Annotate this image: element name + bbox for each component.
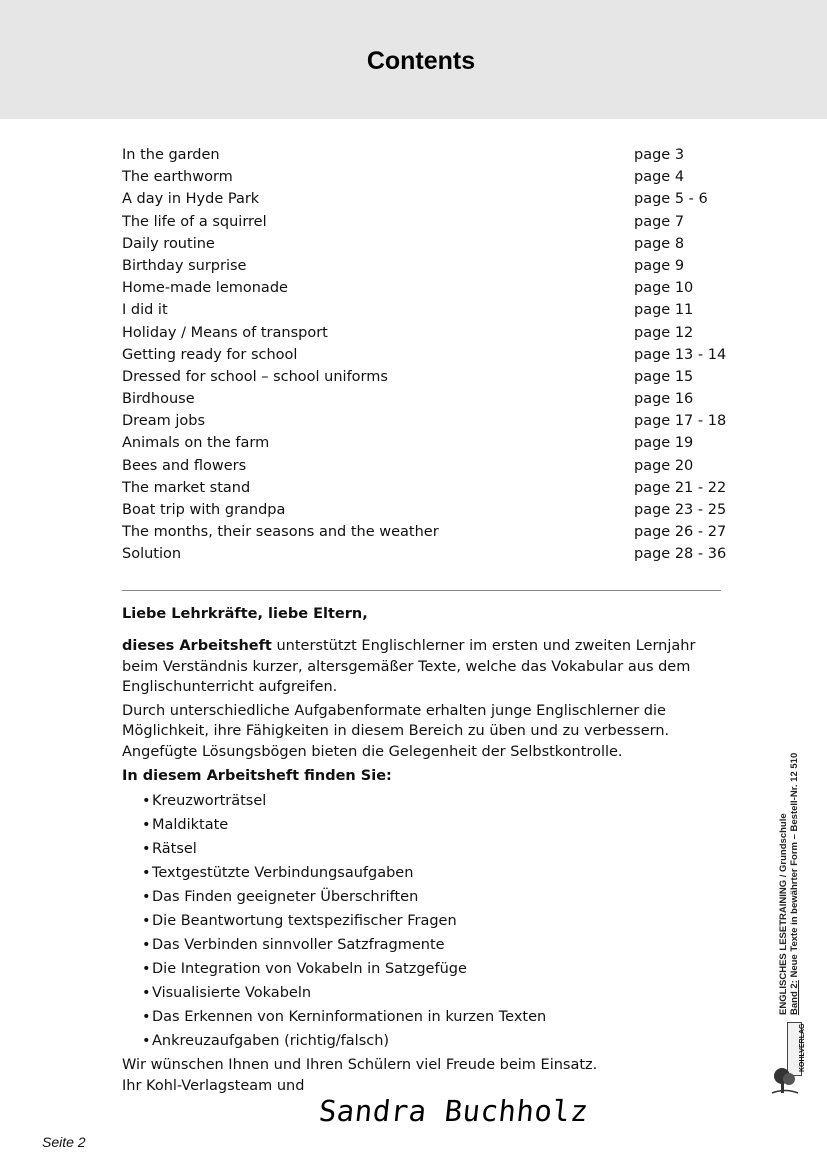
toc-entry-page: page 13 - 14 <box>634 346 727 363</box>
toc-entry-page: page 26 - 27 <box>634 524 727 541</box>
toc-entry-page: page 11 <box>634 302 694 319</box>
toc-entry-title: Getting ready for school <box>122 346 298 363</box>
side-volume-rest: Neue Texte in bewährter Form – Bestell-Nr. 12 510 <box>789 752 800 981</box>
toc-entry-page: page 5 - 6 <box>634 191 708 208</box>
features-list <box>122 789 722 1053</box>
list-item <box>142 861 722 885</box>
toc-entry <box>122 322 722 344</box>
toc-entry-page: page 21 - 22 <box>634 479 727 496</box>
toc-entry-title: In the garden <box>122 147 220 163</box>
toc-entry-page: page 16 <box>634 391 694 408</box>
bullet-icon: • <box>142 961 151 978</box>
toc-entry-title: The life of a squirrel <box>122 213 267 230</box>
list-item <box>142 789 722 813</box>
bullet-icon: • <box>142 937 151 954</box>
toc-entry-page: page 8 <box>634 235 685 252</box>
toc-entry-page: page 17 - 18 <box>634 413 727 430</box>
letter-paragraph: Durch unterschiedliche Aufgabenformate erhalten junge Englischlerner die Möglichkeit, ihre Fähigkeiten in diesem Bereich zu üben und zu verbessern. Angefügte Lösungsbögen bieten die Gelegenheit der Selbstkontrolle. <box>122 703 670 760</box>
toc-entry-page: page 3 <box>634 147 685 163</box>
list-item-text: Das Finden geeigneter Überschriften <box>152 889 419 906</box>
toc-entry <box>122 521 727 543</box>
toc-entry-title: Home-made lemonade <box>122 280 288 297</box>
toc-entry-title: I did it <box>122 302 168 319</box>
toc-entry-page: page 12 <box>634 324 694 341</box>
bullet-icon: • <box>142 793 151 810</box>
toc-entry <box>122 499 727 521</box>
intro-bold: dieses Arbeitsheft <box>122 638 272 655</box>
list-item-text: Die Integration von Vokabeln in Satzgefüge <box>152 961 467 978</box>
list-item <box>142 813 722 837</box>
list-item-text: Die Beantwortung textspezifischer Fragen <box>152 913 457 930</box>
toc-entry <box>122 543 727 565</box>
toc-entry-title: The earthworm <box>122 169 233 186</box>
bullet-icon: • <box>142 1009 151 1026</box>
toc-entry-title: Birdhouse <box>122 391 195 408</box>
toc-entry-title: Dressed for school – school uniforms <box>122 368 388 385</box>
header-band <box>0 0 827 119</box>
closing-signoff: Ihr Kohl-Verlagsteam und <box>122 1077 305 1094</box>
features-heading: In diesem Arbeitsheft finden Sie: <box>122 768 392 785</box>
toc-entry <box>122 255 722 277</box>
list-item <box>142 1029 722 1053</box>
list-item-text: Textgestützte Verbindungsaufgaben <box>152 865 414 882</box>
toc-entry-title: Solution <box>122 546 182 563</box>
toc-entry <box>122 366 722 388</box>
bullet-icon: • <box>142 841 151 858</box>
toc-entry-page: page 15 <box>634 368 694 385</box>
toc-entry <box>122 233 722 255</box>
toc-entry-title: Daily routine <box>122 235 215 252</box>
toc-entry <box>122 388 722 410</box>
divider <box>122 590 721 591</box>
toc-entry <box>122 455 722 477</box>
toc-entry-page: page 7 <box>634 213 685 230</box>
page-title: Contents <box>366 47 476 75</box>
list-item <box>142 1005 722 1029</box>
publisher-logo-text: KOHLVERLAG <box>799 1023 806 1072</box>
list-item-text: Maldiktate <box>152 817 229 834</box>
toc-entry-title: Animals on the farm <box>122 435 270 452</box>
bullet-icon: • <box>142 817 151 834</box>
toc-entry <box>122 144 722 166</box>
letter <box>122 604 722 1096</box>
list-item <box>142 837 722 861</box>
toc-entry <box>122 344 727 366</box>
toc-entry <box>122 410 727 432</box>
toc-entry-title: The months, their seasons and the weather <box>122 524 439 541</box>
bullet-icon: • <box>142 913 151 930</box>
toc-entry-page: page 9 <box>634 257 685 274</box>
toc-entry-page: page 10 <box>634 280 694 297</box>
table-of-contents <box>122 144 727 566</box>
toc-entry <box>122 188 722 210</box>
toc-entry <box>122 477 727 499</box>
toc-entry <box>122 299 722 321</box>
bullet-icon: • <box>142 865 151 882</box>
intro-rest: unterstützt Englischlerner im ersten und zweiten Lernjahr beim Verständnis kurzer, altersgemäßer Texte, welche das Vokabular aus dem Englischunterricht aufgreifen. <box>122 638 696 695</box>
side-volume-label: Band 2: <box>789 980 800 1015</box>
toc-entry-page: page 23 - 25 <box>634 502 727 518</box>
bullet-icon: • <box>142 889 151 906</box>
page-number: Seite 2 <box>42 1134 86 1150</box>
list-item-text: Rätsel <box>152 841 197 858</box>
toc-entry-title: A day in Hyde Park <box>122 191 260 208</box>
list-item <box>142 909 722 933</box>
toc-entry-title: Dream jobs <box>122 413 206 430</box>
bullet-icon: • <box>142 985 151 1002</box>
list-item-text: Das Verbinden sinnvoller Satzfragmente <box>152 937 445 954</box>
side-imprint <box>778 715 800 1015</box>
closing-line: Wir wünschen Ihnen und Ihren Schülern viel Freude beim Einsatz. <box>122 1057 598 1074</box>
toc-entry-page: page 19 <box>634 435 694 452</box>
toc-entry <box>122 211 722 233</box>
list-item <box>142 981 722 1005</box>
toc-entry-title: Bees and flowers <box>122 457 247 474</box>
list-item-text: Das Erkennen von Kerninformationen in kurzen Texten <box>152 1009 547 1026</box>
list-item <box>142 885 722 909</box>
list-item <box>142 957 722 981</box>
toc-entry <box>122 166 722 188</box>
side-series-title: ENGLISCHES LESETRAINING / Grundschule <box>778 813 789 1015</box>
list-item-text: Ankreuzaufgaben (richtig/falsch) <box>152 1033 390 1050</box>
toc-entry-title: Boat trip with grandpa <box>122 502 286 518</box>
list-item-text: Visualisierte Vokabeln <box>152 985 312 1002</box>
toc-entry-page: page 20 <box>634 457 694 474</box>
signature: Sandra Buchholz <box>317 1094 591 1128</box>
toc-entry-page: page 4 <box>634 169 685 186</box>
letter-greeting: Liebe Lehrkräfte, liebe Eltern, <box>122 606 368 622</box>
toc-entry-title: The market stand <box>122 479 251 496</box>
toc-entry-title: Birthday surprise <box>122 257 247 274</box>
side-volume-line <box>789 715 800 1015</box>
toc-entry-page: page 28 - 36 <box>634 546 727 563</box>
toc-entry <box>122 432 722 454</box>
list-item-text: Kreuzworträtsel <box>152 793 267 810</box>
bullet-icon: • <box>142 1033 151 1050</box>
tree-icon <box>770 1066 800 1094</box>
letter-intro <box>122 636 722 697</box>
toc-entry <box>122 277 722 299</box>
toc-entry-title: Holiday / Means of transport <box>122 324 328 341</box>
list-item <box>142 933 722 957</box>
